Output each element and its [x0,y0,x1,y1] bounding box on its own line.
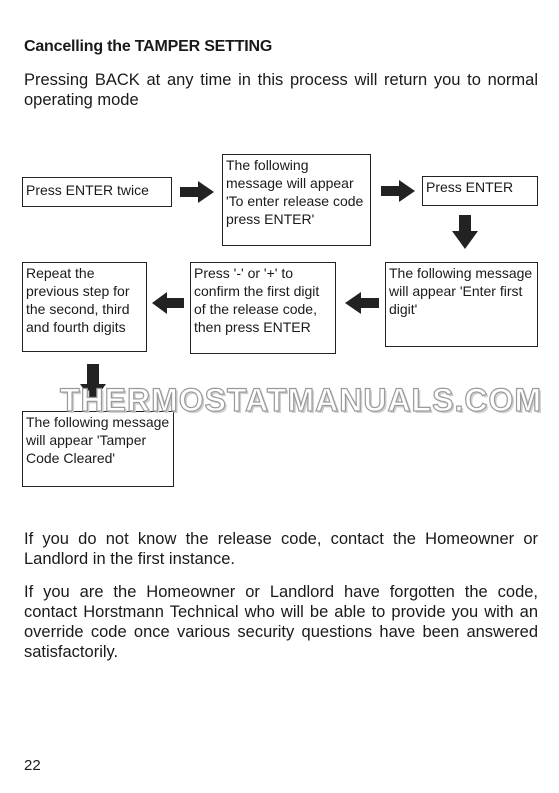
intro-paragraph: Pressing BACK at any time in this process will return you to normal operating mode [24,71,538,109]
arrow-left-icon [152,292,184,314]
arrow-right-icon [180,181,214,203]
step-box-7: The following message will appear 'Tamper Code Cleared' [22,411,174,487]
step-box-4: The following message will appear 'Enter first digit' [385,262,538,347]
step-box-1: Press ENTER twice [22,177,172,207]
page-number: 22 [24,757,41,774]
step-box-5: Press '-' or '+' to confirm the first digit of the release code, then press ENTER [190,262,336,354]
paragraph-override: If you are the Homeowner or Landlord have forgotten the code, contact Horstmann Technical who will be able to provide you with an override code once various security questions have been answered satisfactorily. [24,583,538,661]
watermark: THERMOSTATMANUALS.COM [60,382,542,418]
arrow-right-icon [381,180,415,202]
step-box-2: The following message will appear 'To enter release code press ENTER' [222,154,371,246]
step-box-3: Press ENTER [422,176,538,206]
section-heading: Cancelling the TAMPER SETTING [24,38,273,55]
step-box-6: Repeat the previous step for the second, third and fourth digits [22,262,147,352]
paragraph-release-code: If you do not know the release code, contact the Homeowner or Landlord in the first instance. [24,530,538,568]
arrow-left-icon [345,292,379,314]
arrow-down-icon [452,215,478,249]
